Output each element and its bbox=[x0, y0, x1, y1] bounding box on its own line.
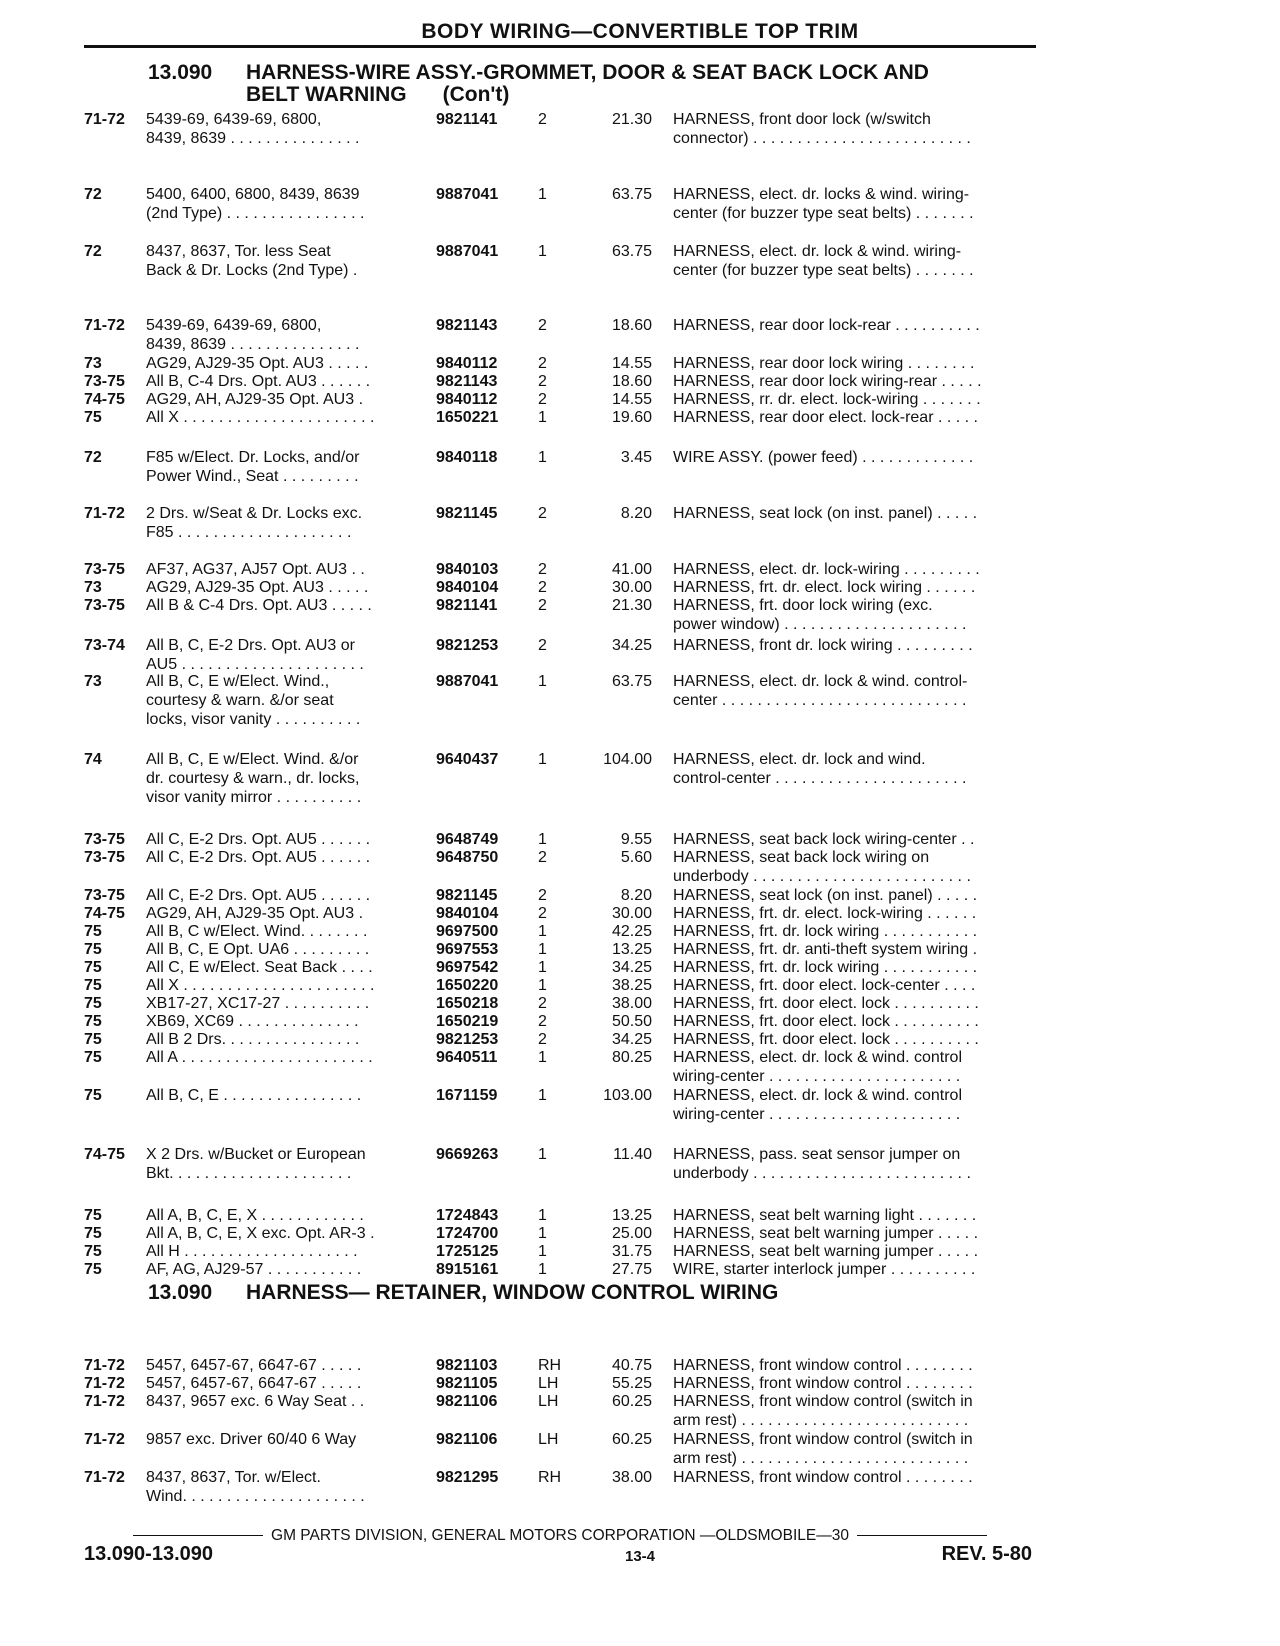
row-price: 18.60 bbox=[611, 317, 652, 334]
row-year: 71-72 bbox=[84, 1431, 125, 1448]
row-price: 41.00 bbox=[611, 561, 652, 578]
row-model: All B, C, E w/Elect. Wind., courtesy & warn. &/or seat locks, visor vanity . . . . . . . . . . bbox=[146, 673, 361, 728]
row-part-number: 9840112 bbox=[436, 391, 498, 408]
row-description: HARNESS, front window control (switch in arm rest) . . . . . . . . . . . . . . . . . . . . . . . . . . bbox=[673, 1393, 973, 1429]
row-year: 75 bbox=[84, 1049, 102, 1066]
row-quantity: 2 bbox=[538, 579, 547, 596]
row-quantity: 2 bbox=[538, 995, 547, 1012]
row-model: AF, AG, AJ29-57 . . . . . . . . . . . bbox=[146, 1261, 362, 1278]
row-quantity: 1 bbox=[538, 1049, 547, 1066]
row-model: 2 Drs. w/Seat & Dr. Locks exc. F85 . . . . . . . . . . . . . . . . . . . . bbox=[146, 505, 363, 541]
row-price: 21.30 bbox=[611, 111, 652, 128]
row-year: 75 bbox=[84, 1225, 102, 1242]
row-model: AG29, AH, AJ29-35 Opt. AU3 . bbox=[146, 905, 364, 922]
row-description: HARNESS, elect. dr. lock-wiring . . . . . . . . . bbox=[673, 561, 980, 578]
row-price: 103.00 bbox=[603, 1087, 652, 1104]
row-year: 75 bbox=[84, 959, 102, 976]
row-price: 3.45 bbox=[620, 449, 652, 466]
row-model: All X . . . . . . . . . . . . . . . . . . . . . . bbox=[146, 409, 375, 426]
row-description: HARNESS, frt. door elect. lock . . . . . . . . . . bbox=[673, 1013, 979, 1030]
row-description: HARNESS, frt. dr. lock wiring . . . . . . . . . . . bbox=[673, 959, 978, 976]
row-quantity: 2 bbox=[538, 887, 547, 904]
row-model: AG29, AJ29-35 Opt. AU3 . . . . . bbox=[146, 579, 369, 596]
row-model: All C, E w/Elect. Seat Back . . . . bbox=[146, 959, 373, 976]
row-model: All A, B, C, E, X exc. Opt. AR-3 . bbox=[146, 1225, 375, 1242]
row-description: HARNESS, rear door lock-rear . . . . . . . . . . bbox=[673, 317, 980, 334]
row-description: HARNESS, rear door lock wiring-rear . . . . . bbox=[673, 373, 982, 390]
row-year: 73 bbox=[84, 355, 102, 372]
row-part-number: 1650221 bbox=[436, 409, 499, 426]
row-part-number: 1650218 bbox=[436, 995, 499, 1012]
row-description: HARNESS, elect. dr. lock and wind. control-center . . . . . . . . . . . . . . . . . . . . . . bbox=[673, 751, 967, 787]
row-part-number: 9697542 bbox=[436, 959, 499, 976]
row-year: 73 bbox=[84, 673, 102, 690]
row-part-number: 1650219 bbox=[436, 1013, 499, 1030]
row-year: 71-72 bbox=[84, 111, 125, 128]
row-model: All B, C w/Elect. Wind. . . . . . . . bbox=[146, 923, 368, 940]
row-price: 19.60 bbox=[611, 409, 652, 426]
row-model: 9857 exc. Driver 60/40 6 Way bbox=[146, 1431, 357, 1448]
row-year: 75 bbox=[84, 923, 102, 940]
row-model: 5457, 6457-67, 6647-67 . . . . . bbox=[146, 1375, 362, 1392]
row-description: HARNESS, seat back lock wiring on underbody . . . . . . . . . . . . . . . . . . . . . . . . . bbox=[673, 849, 971, 885]
row-quantity: 1 bbox=[538, 1225, 547, 1242]
row-quantity: 1 bbox=[538, 673, 547, 690]
row-quantity: 2 bbox=[538, 373, 547, 390]
row-price: 30.00 bbox=[611, 579, 652, 596]
row-part-number: 8915161 bbox=[436, 1261, 499, 1278]
row-year: 73 bbox=[84, 579, 102, 596]
row-price: 27.75 bbox=[611, 1261, 652, 1278]
row-description: HARNESS, seat belt warning jumper . . . . . bbox=[673, 1243, 979, 1260]
row-price: 38.00 bbox=[611, 1469, 652, 1486]
row-price: 34.25 bbox=[611, 1031, 652, 1048]
row-quantity: 2 bbox=[538, 849, 547, 866]
row-part-number: 9821141 bbox=[436, 111, 498, 128]
row-year: 72 bbox=[84, 449, 102, 466]
row-quantity: 1 bbox=[538, 977, 547, 994]
row-quantity: LH bbox=[538, 1393, 559, 1410]
row-model: All A . . . . . . . . . . . . . . . . . . . . . . bbox=[146, 1049, 373, 1066]
row-quantity: LH bbox=[538, 1375, 559, 1392]
row-price: 55.25 bbox=[611, 1375, 652, 1392]
row-price: 9.55 bbox=[620, 831, 652, 848]
row-year: 73-75 bbox=[84, 373, 125, 390]
row-model: 8437, 8637, Tor. less Seat Back & Dr. Locks (2nd Type) . bbox=[146, 243, 358, 279]
row-part-number: 9640511 bbox=[436, 1049, 498, 1066]
row-part-number: 1725125 bbox=[436, 1243, 499, 1260]
row-quantity: 2 bbox=[538, 355, 547, 372]
row-quantity: 1 bbox=[538, 186, 547, 203]
row-model: All C, E-2 Drs. Opt. AU5 . . . . . . bbox=[146, 849, 371, 866]
row-part-number: 9840112 bbox=[436, 355, 498, 372]
footer-range: 13.090-13.090 bbox=[84, 1543, 214, 1565]
row-part-number: 9821105 bbox=[436, 1375, 498, 1392]
row-price: 25.00 bbox=[611, 1225, 652, 1242]
row-price: 42.25 bbox=[611, 923, 652, 940]
row-price: 30.00 bbox=[611, 905, 652, 922]
row-model: All B, C, E w/Elect. Wind. &/or dr. courtesy & warn., dr. locks, visor vanity mirror . . . . . . . . . . bbox=[146, 751, 362, 806]
row-part-number: 9648749 bbox=[436, 831, 499, 848]
row-price: 31.75 bbox=[611, 1243, 652, 1260]
row-model: X 2 Drs. w/Bucket or European Bkt. . . . . . . . . . . . . . . . . . . . . bbox=[146, 1146, 366, 1182]
row-description: HARNESS, elect. dr. lock & wind. control wiring-center . . . . . . . . . . . . . . . . . . . . . . bbox=[673, 1087, 962, 1123]
row-model: All B, C, E Opt. UA6 . . . . . . . . . bbox=[146, 941, 370, 958]
row-description: HARNESS, front window control (switch in arm rest) . . . . . . . . . . . . . . . . . . . . . . . . . . bbox=[673, 1431, 973, 1467]
row-price: 14.55 bbox=[611, 355, 652, 372]
row-part-number: 9840118 bbox=[436, 449, 498, 466]
row-part-number: 9821145 bbox=[436, 887, 498, 904]
row-price: 38.00 bbox=[611, 995, 652, 1012]
row-description: HARNESS, frt. door elect. lock-center . . . . bbox=[673, 977, 976, 994]
row-description: HARNESS, frt. door elect. lock . . . . . . . . . . bbox=[673, 995, 979, 1012]
row-description: HARNESS, frt. dr. anti-theft system wiring . bbox=[673, 941, 978, 958]
row-year: 75 bbox=[84, 1243, 102, 1260]
row-description: HARNESS, rear door lock wiring . . . . . . . . bbox=[673, 355, 975, 372]
row-year: 71-72 bbox=[84, 1469, 125, 1486]
row-model: All B, C-4 Drs. Opt. AU3 . . . . . . bbox=[146, 373, 371, 390]
row-part-number: 9821143 bbox=[436, 373, 498, 390]
footer-publisher-line bbox=[84, 1527, 1036, 1545]
row-model: All X . . . . . . . . . . . . . . . . . . . . . . bbox=[146, 977, 375, 994]
row-year: 71-72 bbox=[84, 1357, 125, 1374]
row-model: All B & C-4 Drs. Opt. AU3 . . . . . bbox=[146, 597, 372, 614]
row-description: HARNESS, elect. dr. lock & wind. wiring- center (for buzzer type seat belts) . . . . . . . bbox=[673, 243, 974, 279]
section-title-line2: BELT WARNING bbox=[246, 83, 407, 106]
row-part-number: 9697553 bbox=[436, 941, 499, 958]
row-model: All B 2 Drs. . . . . . . . . . . . . . . . bbox=[146, 1031, 360, 1048]
row-quantity: 1 bbox=[538, 831, 547, 848]
section-number-2: 13.090 bbox=[148, 1281, 213, 1304]
row-price: 34.25 bbox=[611, 959, 652, 976]
row-model: XB17-27, XC17-27 . . . . . . . . . . bbox=[146, 995, 370, 1012]
row-description: HARNESS, frt. door elect. lock . . . . . . . . . . bbox=[673, 1031, 979, 1048]
row-price: 50.50 bbox=[611, 1013, 652, 1030]
row-part-number: 9648750 bbox=[436, 849, 499, 866]
row-year: 73-75 bbox=[84, 849, 125, 866]
row-year: 71-72 bbox=[84, 505, 125, 522]
row-part-number: 1671159 bbox=[436, 1087, 498, 1104]
row-year: 75 bbox=[84, 1031, 102, 1048]
row-year: 72 bbox=[84, 243, 102, 260]
row-quantity: 2 bbox=[538, 561, 547, 578]
row-part-number: 9821295 bbox=[436, 1469, 499, 1486]
row-description: HARNESS, front window control . . . . . . . . bbox=[673, 1357, 973, 1374]
row-quantity: 1 bbox=[538, 449, 547, 466]
row-model: All C, E-2 Drs. Opt. AU5 . . . . . . bbox=[146, 831, 371, 848]
row-price: 40.75 bbox=[611, 1357, 652, 1374]
row-quantity: RH bbox=[538, 1469, 562, 1486]
row-description: HARNESS, front window control . . . . . . . . bbox=[673, 1469, 973, 1486]
row-year: 71-72 bbox=[84, 317, 125, 334]
row-price: 63.75 bbox=[611, 186, 652, 203]
row-model: All B, C, E . . . . . . . . . . . . . . . . bbox=[146, 1087, 362, 1104]
row-price: 80.25 bbox=[611, 1049, 652, 1066]
row-description: HARNESS, frt. dr. lock wiring . . . . . . . . . . . bbox=[673, 923, 978, 940]
row-year: 73-75 bbox=[84, 561, 125, 578]
row-year: 75 bbox=[84, 1087, 102, 1104]
row-price: 8.20 bbox=[620, 887, 652, 904]
row-description: HARNESS, rear door elect. lock-rear . . . . . bbox=[673, 409, 978, 426]
row-description: HARNESS, front window control . . . . . . . . bbox=[673, 1375, 973, 1392]
row-quantity: 2 bbox=[538, 597, 547, 614]
row-model: 5439-69, 6439-69, 6800, 8439, 8639 . . . . . . . . . . . . . . . bbox=[146, 111, 360, 147]
row-price: 13.25 bbox=[611, 941, 652, 958]
section-title bbox=[148, 62, 929, 106]
row-price: 60.25 bbox=[611, 1393, 652, 1410]
row-quantity: 1 bbox=[538, 941, 547, 958]
row-year: 74-75 bbox=[84, 1146, 125, 1163]
row-part-number: 9840104 bbox=[436, 905, 499, 922]
row-year: 75 bbox=[84, 995, 102, 1012]
row-year: 75 bbox=[84, 409, 102, 426]
row-model: All C, E-2 Drs. Opt. AU5 . . . . . . bbox=[146, 887, 371, 904]
row-quantity: 1 bbox=[538, 1243, 547, 1260]
row-year: 75 bbox=[84, 941, 102, 958]
row-quantity: 2 bbox=[538, 905, 547, 922]
row-quantity: RH bbox=[538, 1357, 562, 1374]
row-quantity: 1 bbox=[538, 1261, 547, 1278]
row-quantity: 1 bbox=[538, 1087, 547, 1104]
row-model: 8437, 9657 exc. 6 Way Seat . . bbox=[146, 1393, 365, 1410]
row-price: 8.20 bbox=[620, 505, 652, 522]
row-description: HARNESS, pass. seat sensor jumper on underbody . . . . . . . . . . . . . . . . . . . . . . . . . bbox=[673, 1146, 971, 1182]
row-quantity: 2 bbox=[538, 1013, 547, 1030]
row-description: HARNESS, elect. dr. lock & wind. control wiring-center . . . . . . . . . . . . . . . . . . . . . . bbox=[673, 1049, 962, 1085]
row-price: 63.75 bbox=[611, 243, 652, 260]
row-year: 73-75 bbox=[84, 597, 125, 614]
row-part-number: 9669263 bbox=[436, 1146, 499, 1163]
row-model: All H . . . . . . . . . . . . . . . . . . . . bbox=[146, 1243, 358, 1260]
row-quantity: 2 bbox=[538, 391, 547, 408]
row-price: 13.25 bbox=[611, 1207, 652, 1224]
row-model: All B, C, E-2 Drs. Opt. AU3 or AU5 . . . . . . . . . . . . . . . . . . . . . bbox=[146, 637, 364, 673]
row-model: All A, B, C, E, X . . . . . . . . . . . . bbox=[146, 1207, 364, 1224]
row-quantity: 2 bbox=[538, 111, 547, 128]
row-part-number: 9821141 bbox=[436, 597, 498, 614]
row-model: 5439-69, 6439-69, 6800, 8439, 8639 . . . . . . . . . . . . . . . bbox=[146, 317, 360, 353]
row-description: HARNESS, seat belt warning jumper . . . . . bbox=[673, 1225, 979, 1242]
row-year: 71-72 bbox=[84, 1393, 125, 1410]
row-price: 5.60 bbox=[620, 849, 652, 866]
row-description: HARNESS, elect. dr. locks & wind. wiring- center (for buzzer type seat belts) . . . . . . . bbox=[673, 186, 974, 222]
row-description: HARNESS, frt. dr. elect. lock wiring . . . . . . bbox=[673, 579, 976, 596]
row-quantity: 1 bbox=[538, 243, 547, 260]
row-year: 73-74 bbox=[84, 637, 125, 654]
row-price: 18.60 bbox=[611, 373, 652, 390]
row-quantity: 2 bbox=[538, 637, 547, 654]
row-description: HARNESS, elect. dr. lock & wind. control- center . . . . . . . . . . . . . . . . . . . . . . . . . . . . bbox=[673, 673, 968, 709]
row-part-number: 9840103 bbox=[436, 561, 499, 578]
row-price: 63.75 bbox=[611, 673, 652, 690]
row-year: 71-72 bbox=[84, 1375, 125, 1392]
row-quantity: LH bbox=[538, 1431, 559, 1448]
row-year: 74-75 bbox=[84, 391, 125, 408]
row-quantity: 1 bbox=[538, 1207, 547, 1224]
row-model: 8437, 8637, Tor. w/Elect. Wind. . . . . . . . . . . . . . . . . . . . . bbox=[146, 1469, 365, 1505]
row-year: 74-75 bbox=[84, 905, 125, 922]
row-part-number: 9887041 bbox=[436, 673, 499, 690]
row-quantity: 1 bbox=[538, 409, 547, 426]
row-price: 60.25 bbox=[611, 1431, 652, 1448]
row-price: 38.25 bbox=[611, 977, 652, 994]
section-title-line1: HARNESS-WIRE ASSY.-GROMMET, DOOR & SEAT BACK LOCK AND bbox=[246, 61, 929, 84]
row-model: AF37, AG37, AJ57 Opt. AU3 . . bbox=[146, 561, 365, 578]
row-year: 75 bbox=[84, 1261, 102, 1278]
row-description: HARNESS, seat lock (on inst. panel) . . . . . bbox=[673, 505, 978, 522]
row-year: 75 bbox=[84, 1207, 102, 1224]
row-description: HARNESS, frt. door lock wiring (exc. power window) . . . . . . . . . . . . . . . . . . . . . bbox=[673, 597, 967, 633]
row-quantity: 2 bbox=[538, 317, 547, 334]
row-part-number: 9821103 bbox=[436, 1357, 498, 1374]
row-description: HARNESS, rr. dr. elect. lock-wiring . . . . . . . bbox=[673, 391, 981, 408]
row-part-number: 9821106 bbox=[436, 1431, 498, 1448]
row-price: 11.40 bbox=[613, 1146, 652, 1163]
row-description: WIRE, starter interlock jumper . . . . . . . . . . bbox=[673, 1261, 976, 1278]
section-number: 13.090 bbox=[148, 61, 213, 84]
row-description: HARNESS, frt. dr. elect. lock-wiring . . . . . . bbox=[673, 905, 977, 922]
footer-revision: REV. 5-80 bbox=[941, 1543, 1032, 1565]
row-part-number: 9821145 bbox=[436, 505, 498, 522]
row-year: 74 bbox=[84, 751, 102, 768]
row-quantity: 1 bbox=[538, 751, 547, 768]
row-description: HARNESS, front door lock (w/switch connector) . . . . . . . . . . . . . . . . . . . . . . . . . bbox=[673, 111, 971, 147]
row-quantity: 2 bbox=[538, 1031, 547, 1048]
row-part-number: 9640437 bbox=[436, 751, 499, 768]
footer-publisher: GM PARTS DIVISION, GENERAL MOTORS CORPORATION —OLDSMOBILE—30 bbox=[271, 1527, 849, 1544]
row-part-number: 9821106 bbox=[436, 1393, 498, 1410]
row-part-number: 9821253 bbox=[436, 1031, 499, 1048]
row-part-number: 9697500 bbox=[436, 923, 499, 940]
row-model: 5457, 6457-67, 6647-67 . . . . . bbox=[146, 1357, 362, 1374]
row-quantity: 1 bbox=[538, 959, 547, 976]
row-model: XB69, XC69 . . . . . . . . . . . . . . bbox=[146, 1013, 359, 1030]
page-header-title: BODY WIRING—CONVERTIBLE TOP TRIM bbox=[421, 20, 859, 43]
row-part-number: 1650220 bbox=[436, 977, 499, 994]
row-year: 73-75 bbox=[84, 887, 125, 904]
row-part-number: 9821143 bbox=[436, 317, 498, 334]
section-continued: (Con't) bbox=[442, 83, 510, 106]
row-model: F85 w/Elect. Dr. Locks, and/or Power Wind., Seat . . . . . . . . . bbox=[146, 449, 360, 485]
row-quantity: 1 bbox=[538, 923, 547, 940]
row-year: 75 bbox=[84, 977, 102, 994]
row-price: 104.00 bbox=[603, 751, 652, 768]
row-description: HARNESS, seat lock (on inst. panel) . . . . . bbox=[673, 887, 978, 904]
section-title-2-text: HARNESS— RETAINER, WINDOW CONTROL WIRING bbox=[246, 1281, 779, 1304]
row-price: 14.55 bbox=[611, 391, 652, 408]
row-part-number: 1724700 bbox=[436, 1225, 499, 1242]
row-year: 73-75 bbox=[84, 831, 125, 848]
row-part-number: 9887041 bbox=[436, 243, 499, 260]
row-description: HARNESS, seat belt warning light . . . . . . . bbox=[673, 1207, 977, 1224]
row-year: 72 bbox=[84, 186, 102, 203]
row-year: 75 bbox=[84, 1013, 102, 1030]
row-price: 21.30 bbox=[611, 597, 652, 614]
row-description: WIRE ASSY. (power feed) . . . . . . . . . . . . . bbox=[673, 449, 974, 466]
row-price: 34.25 bbox=[611, 637, 652, 654]
header-rule bbox=[84, 45, 1036, 48]
row-part-number: 9821253 bbox=[436, 637, 499, 654]
row-quantity: 1 bbox=[538, 1146, 547, 1163]
row-description: HARNESS, seat back lock wiring-center . . bbox=[673, 831, 975, 848]
row-model: AG29, AH, AJ29-35 Opt. AU3 . bbox=[146, 391, 364, 408]
row-model: AG29, AJ29-35 Opt. AU3 . . . . . bbox=[146, 355, 369, 372]
footer-page-number: 13-4 bbox=[624, 1548, 656, 1565]
row-part-number: 9840104 bbox=[436, 579, 499, 596]
row-model: 5400, 6400, 6800, 8439, 8639 (2nd Type) . . . . . . . . . . . . . . . . bbox=[146, 186, 365, 222]
row-quantity: 2 bbox=[538, 505, 547, 522]
row-part-number: 1724843 bbox=[436, 1207, 499, 1224]
section-title-2 bbox=[148, 1282, 778, 1304]
row-part-number: 9887041 bbox=[436, 186, 499, 203]
row-description: HARNESS, front dr. lock wiring . . . . . . . . . bbox=[673, 637, 973, 654]
